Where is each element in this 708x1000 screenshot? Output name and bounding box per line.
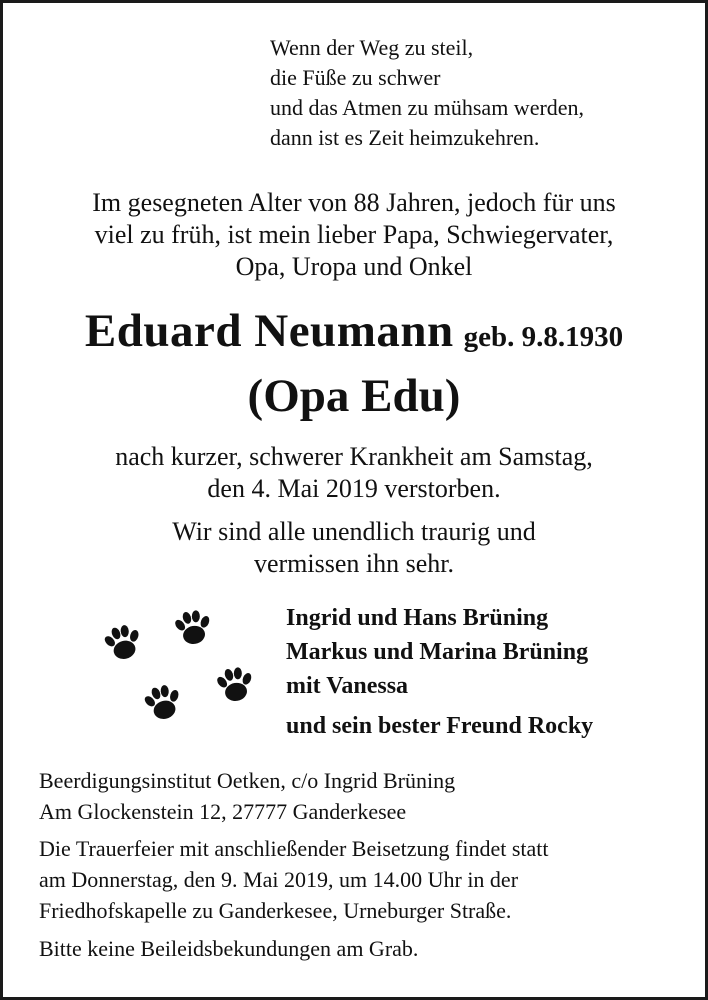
intro-line: Opa, Uropa und Onkel — [235, 252, 473, 281]
deceased-name: Eduard Neumann — [84, 305, 454, 357]
address-line: Am Glockenstein 12, 27777 Ganderkesee — [39, 799, 407, 824]
poem-line: dann ist es Zeit heimzukehren. — [270, 125, 540, 150]
mourner-line: mit Vanessa — [286, 673, 409, 699]
mourner-line: Ingrid und Hans Brüning — [286, 605, 549, 631]
grief-line: vermissen ihn sehr. — [253, 549, 455, 578]
poem — [270, 33, 584, 153]
ceremony-line: Die Trauerfeier mit anschließender Beisetzung findet statt — [39, 836, 549, 861]
grief-line: Wir sind alle unendlich traurig und — [172, 517, 536, 546]
poem-line: die Füße zu schwer — [270, 65, 441, 90]
death-line: den 4. Mai 2019 verstorben. — [207, 474, 501, 503]
paw-print-icon — [214, 664, 257, 704]
paw-prints — [93, 599, 273, 729]
death-line: nach kurzer, schwerer Krankheit am Samstag, — [115, 442, 593, 471]
intro-line: Im gesegneten Alter von 88 Jahren, jedoch für uns — [92, 188, 616, 217]
death-text — [3, 441, 705, 505]
intro-text — [3, 187, 705, 283]
poem-line: und das Atmen zu mühsam werden, — [270, 95, 585, 120]
paw-print-icon — [140, 681, 185, 723]
deceased-heading — [3, 304, 705, 358]
paw-print-icon — [172, 607, 215, 647]
birth-date: geb. 9.8.1930 — [463, 321, 624, 353]
funeral-ceremony-info — [39, 833, 549, 926]
poem-line: Wenn der Weg zu steil, — [270, 35, 474, 60]
condolence-note: Bitte keine Beileidsbekundungen am Grab. — [39, 936, 419, 961]
grief-text — [3, 516, 705, 580]
ceremony-line: Friedhofskapelle zu Ganderkesee, Urneburger Straße. — [39, 898, 512, 923]
mourners-list — [286, 601, 593, 743]
deceased-nickname: (Opa Edu) — [247, 370, 461, 422]
mourner-line: Markus und Marina Brüning — [286, 639, 589, 665]
intro-line: viel zu früh, ist mein lieber Papa, Schwiegervater, — [94, 220, 614, 249]
ceremony-line: am Donnerstag, den 9. Mai 2019, um 14.00 Uhr in der — [39, 867, 519, 892]
undertaker-address — [39, 765, 455, 827]
best-friend-line: und sein bester Freund Rocky — [286, 713, 594, 739]
paw-print-icon — [100, 621, 145, 663]
address-line: Beerdigungsinstitut Oetken, c/o Ingrid Brüning — [39, 768, 456, 793]
